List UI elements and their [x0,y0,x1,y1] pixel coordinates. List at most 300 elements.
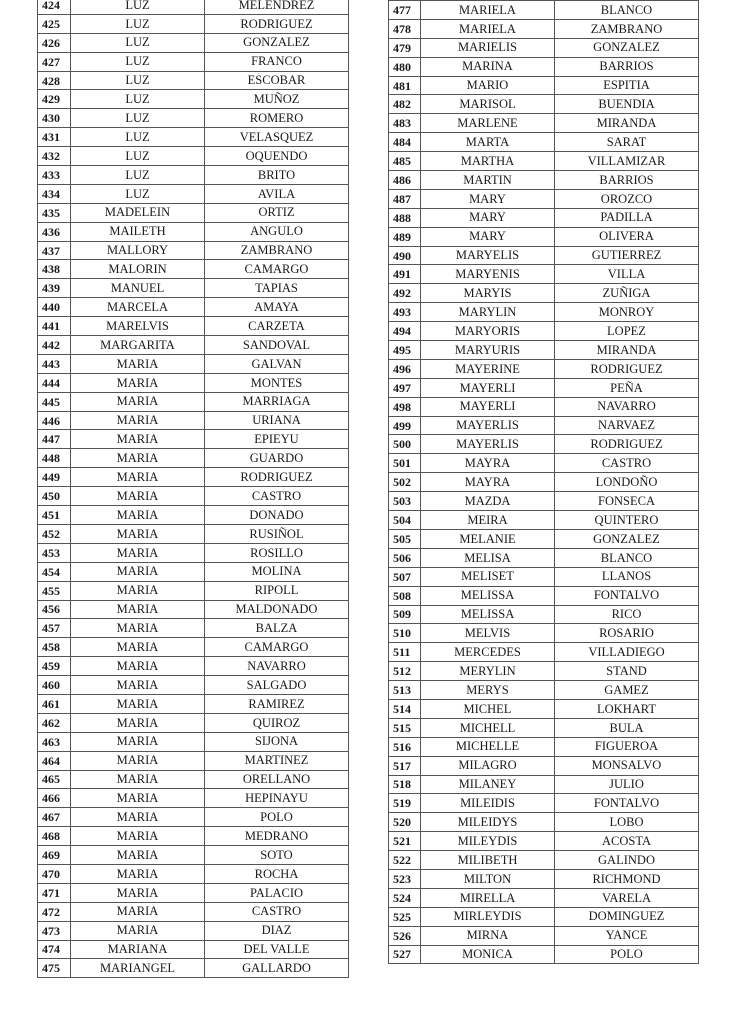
table-row [38,713,349,732]
table-row [38,33,349,52]
surname-cell: SALGADO [205,676,349,695]
surname-cell: CAMARGO [205,638,349,657]
table-row [38,883,349,902]
surname-cell: BLANCO [555,1,699,20]
row-number: 486 [389,171,421,190]
surname-cell: RODRIGUEZ [205,468,349,487]
surname-cell: GONZALEZ [555,38,699,57]
table-row [389,246,699,265]
row-number: 519 [389,794,421,813]
table-row [389,1,699,20]
row-number: 481 [389,76,421,95]
first-name-cell: MAYRA [421,454,555,473]
row-number: 436 [38,222,71,241]
table-row [389,548,699,567]
row-number: 510 [389,624,421,643]
row-number: 448 [38,449,71,468]
row-number: 505 [389,529,421,548]
table-row [389,133,699,152]
first-name-cell: MARYENIS [421,265,555,284]
surname-cell: OROZCO [555,189,699,208]
table-row [38,506,349,525]
table-row [389,813,699,832]
surname-cell: RICHMOND [555,869,699,888]
table-row [389,643,699,662]
first-name-cell: MARIA [71,694,205,713]
first-name-cell: MAYERINE [421,359,555,378]
table-row [389,397,699,416]
surname-cell: ORTIZ [205,203,349,222]
table-row [389,888,699,907]
surname-cell: MUÑOZ [205,90,349,109]
surname-cell: GUTIERREZ [555,246,699,265]
surname-cell: BARRIOS [555,171,699,190]
table-row [389,378,699,397]
first-name-cell: MARTA [421,133,555,152]
first-name-cell: MARYURIS [421,341,555,360]
first-name-cell: MAILETH [71,222,205,241]
surname-cell: VILLA [555,265,699,284]
first-name-cell: MARIA [71,619,205,638]
first-name-cell: MIRELLA [421,888,555,907]
row-number: 525 [389,907,421,926]
first-name-cell: MARINA [421,57,555,76]
table-row [389,38,699,57]
row-number: 495 [389,341,421,360]
table-row [389,322,699,341]
surname-cell: MARTINEZ [205,751,349,770]
surname-cell: YANCE [555,926,699,945]
first-name-cell: MERCEDES [421,643,555,662]
row-number: 439 [38,279,71,298]
row-number: 469 [38,846,71,865]
row-number: 504 [389,511,421,530]
row-number: 425 [38,14,71,33]
table-row [389,189,699,208]
table-row [38,411,349,430]
surname-cell: GAMEZ [555,681,699,700]
first-name-cell: MARIA [71,657,205,676]
surname-cell: HEPINAYU [205,789,349,808]
table-row [38,921,349,940]
first-name-cell: LUZ [71,147,205,166]
first-name-cell: MELISSA [421,586,555,605]
table-row [38,298,349,317]
row-number: 467 [38,808,71,827]
table-row [389,511,699,530]
surname-cell: OQUENDO [205,147,349,166]
first-name-cell: MILEIDIS [421,794,555,813]
row-number: 443 [38,354,71,373]
table-row [38,770,349,789]
surname-cell: FONSECA [555,492,699,511]
row-number: 444 [38,373,71,392]
surname-cell: GUARDO [205,449,349,468]
row-number: 435 [38,203,71,222]
row-number: 466 [38,789,71,808]
first-name-cell: MARIA [71,883,205,902]
first-name-cell: MARIANGEL [71,959,205,978]
row-number: 514 [389,699,421,718]
row-number: 442 [38,336,71,355]
table-row [38,166,349,185]
first-name-cell: MARIA [71,543,205,562]
surname-cell: FRANCO [205,52,349,71]
row-number: 451 [38,506,71,525]
surname-cell: BULA [555,718,699,737]
table-row [38,808,349,827]
row-number: 494 [389,322,421,341]
row-number: 492 [389,284,421,303]
first-name-cell: MELISSA [421,605,555,624]
surname-cell: BALZA [205,619,349,638]
surname-cell: RICO [555,605,699,624]
first-name-cell: MARIA [71,562,205,581]
first-name-cell: MARY [421,189,555,208]
first-name-cell: MARIA [71,354,205,373]
surname-cell: GONZALEZ [205,33,349,52]
surname-cell: PEÑA [555,378,699,397]
row-number: 441 [38,317,71,336]
row-number: 523 [389,869,421,888]
surname-cell: PALACIO [205,883,349,902]
surname-cell: MELENDREZ [205,0,349,14]
row-number: 503 [389,492,421,511]
surname-cell: MEDRANO [205,827,349,846]
first-name-cell: MARGARITA [71,336,205,355]
table-row [389,832,699,851]
first-name-cell: MAYRA [421,473,555,492]
right-name-table [388,0,699,964]
row-number: 454 [38,562,71,581]
row-number: 521 [389,832,421,851]
row-number: 468 [38,827,71,846]
table-row [389,907,699,926]
first-name-cell: MARYELIS [421,246,555,265]
surname-cell: MARRIAGA [205,392,349,411]
row-number: 513 [389,681,421,700]
first-name-cell: MERYS [421,681,555,700]
surname-cell: ROSILLO [205,543,349,562]
row-number: 499 [389,416,421,435]
surname-cell: CASTRO [205,487,349,506]
surname-cell: ACOSTA [555,832,699,851]
table-row [389,492,699,511]
surname-cell: MONSALVO [555,756,699,775]
surname-cell: BUENDIA [555,95,699,114]
row-number: 491 [389,265,421,284]
row-number: 438 [38,260,71,279]
surname-cell: ZAMBRANO [555,19,699,38]
row-number: 446 [38,411,71,430]
row-number: 455 [38,581,71,600]
first-name-cell: MALLORY [71,241,205,260]
first-name-cell: LUZ [71,33,205,52]
surname-cell: VELASQUEZ [205,128,349,147]
surname-cell: CASTRO [205,902,349,921]
surname-cell: MOLINA [205,562,349,581]
surname-cell: ORELLANO [205,770,349,789]
first-name-cell: MARIA [71,789,205,808]
first-name-cell: MARIA [71,846,205,865]
surname-cell: GONZALEZ [555,529,699,548]
row-number: 450 [38,487,71,506]
row-number: 522 [389,851,421,870]
table-row [38,846,349,865]
row-number: 485 [389,152,421,171]
row-number: 520 [389,813,421,832]
row-number: 428 [38,71,71,90]
surname-cell: MIRANDA [555,341,699,360]
surname-cell: DONADO [205,506,349,525]
table-row [38,430,349,449]
first-name-cell: LUZ [71,166,205,185]
first-name-cell: MILEIDYS [421,813,555,832]
row-number: 516 [389,737,421,756]
first-name-cell: MARIA [71,506,205,525]
table-row [389,208,699,227]
first-name-cell: MARLENE [421,114,555,133]
surname-cell: VILLADIEGO [555,643,699,662]
surname-cell: QUINTERO [555,511,699,530]
first-name-cell: MAZDA [421,492,555,511]
table-row [38,109,349,128]
surname-cell: POLO [555,945,699,964]
first-name-cell: MARIA [71,921,205,940]
row-number: 463 [38,732,71,751]
surname-cell: BARRIOS [555,57,699,76]
row-number: 445 [38,392,71,411]
table-row [389,794,699,813]
surname-cell: ESCOBAR [205,71,349,90]
first-name-cell: MARIELA [421,1,555,20]
first-name-cell: MARIA [71,430,205,449]
first-name-cell: MALORIN [71,260,205,279]
row-number: 487 [389,189,421,208]
surname-cell: MALDONADO [205,600,349,619]
table-row [389,19,699,38]
first-name-cell: MARIA [71,449,205,468]
row-number: 461 [38,694,71,713]
row-number: 472 [38,902,71,921]
surname-cell: RUSIÑOL [205,524,349,543]
row-number: 484 [389,133,421,152]
table-row [38,619,349,638]
row-number: 498 [389,397,421,416]
row-number: 512 [389,662,421,681]
row-number: 458 [38,638,71,657]
row-number: 457 [38,619,71,638]
table-row [389,95,699,114]
table-row [389,57,699,76]
first-name-cell: MELISA [421,548,555,567]
table-row [389,152,699,171]
row-number: 482 [389,95,421,114]
row-number: 477 [389,1,421,20]
row-number: 515 [389,718,421,737]
surname-cell: MONROY [555,303,699,322]
surname-cell: NAVARRO [205,657,349,676]
first-name-cell: MERYLIN [421,662,555,681]
first-name-cell: LUZ [71,109,205,128]
table-row [38,128,349,147]
surname-cell: AMAYA [205,298,349,317]
surname-cell: TAPIAS [205,279,349,298]
first-name-cell: MARYORIS [421,322,555,341]
row-number: 471 [38,883,71,902]
table-row [389,114,699,133]
row-number: 433 [38,166,71,185]
first-name-cell: MARIELIS [421,38,555,57]
first-name-cell: MANUEL [71,279,205,298]
surname-cell: LOBO [555,813,699,832]
surname-cell: CARZETA [205,317,349,336]
row-number: 501 [389,454,421,473]
table-row [389,605,699,624]
surname-cell: FIGUEROA [555,737,699,756]
row-number: 453 [38,543,71,562]
surname-cell: FONTALVO [555,794,699,813]
table-row [389,624,699,643]
row-number: 517 [389,756,421,775]
table-row [389,473,699,492]
surname-cell: MIRANDA [555,114,699,133]
row-number: 478 [389,19,421,38]
row-number: 449 [38,468,71,487]
table-row [38,184,349,203]
row-number: 473 [38,921,71,940]
first-name-cell: MICHEL [421,699,555,718]
table-row [38,14,349,33]
table-row [389,926,699,945]
first-name-cell: MILANEY [421,775,555,794]
table-row [38,147,349,166]
first-name-cell: MARIA [71,600,205,619]
surname-cell: SANDOVAL [205,336,349,355]
table-row [38,241,349,260]
table-row [38,449,349,468]
first-name-cell: MARIANA [71,940,205,959]
row-number: 496 [389,359,421,378]
first-name-cell: MARIA [71,827,205,846]
surname-cell: LONDOÑO [555,473,699,492]
table-row [38,789,349,808]
table-row [389,76,699,95]
surname-cell: NARVAEZ [555,416,699,435]
row-number: 480 [389,57,421,76]
table-row [38,600,349,619]
row-number: 479 [389,38,421,57]
first-name-cell: MONICA [421,945,555,964]
table-row [389,756,699,775]
row-number: 506 [389,548,421,567]
surname-cell: BLANCO [555,548,699,567]
first-name-cell: LUZ [71,52,205,71]
table-row [38,581,349,600]
row-number: 524 [389,888,421,907]
surname-cell: FONTALVO [555,586,699,605]
first-name-cell: MELISET [421,567,555,586]
first-name-cell: MARIA [71,411,205,430]
table-row [38,222,349,241]
table-row [38,694,349,713]
first-name-cell: MARELVIS [71,317,205,336]
surname-cell: STAND [555,662,699,681]
first-name-cell: MARTHA [421,152,555,171]
table-row [389,303,699,322]
table-row [389,359,699,378]
surname-cell: ZAMBRANO [205,241,349,260]
surname-cell: PADILLA [555,208,699,227]
row-number: 465 [38,770,71,789]
row-number: 429 [38,90,71,109]
row-number: 470 [38,864,71,883]
first-name-cell: MARIA [71,676,205,695]
row-number: 493 [389,303,421,322]
first-name-cell: MELVIS [421,624,555,643]
row-number: 511 [389,643,421,662]
surname-cell: SOTO [205,846,349,865]
row-number: 489 [389,227,421,246]
table-row [38,354,349,373]
table-row [38,751,349,770]
row-number: 460 [38,676,71,695]
row-number: 459 [38,657,71,676]
surname-cell: RAMIREZ [205,694,349,713]
first-name-cell: MARIA [71,487,205,506]
surname-cell: GALLARDO [205,959,349,978]
first-name-cell: MILAGRO [421,756,555,775]
first-name-cell: MARY [421,227,555,246]
table-row [38,959,349,978]
table-row [38,638,349,657]
table-row [38,373,349,392]
table-row [389,227,699,246]
first-name-cell: MILTON [421,869,555,888]
first-name-cell: MARIELA [421,19,555,38]
first-name-cell: MARIA [71,732,205,751]
row-number: 474 [38,940,71,959]
table-row [38,864,349,883]
first-name-cell: MARIA [71,638,205,657]
surname-cell: ROCHA [205,864,349,883]
surname-cell: RIPOLL [205,581,349,600]
table-row [389,341,699,360]
table-row [389,945,699,964]
row-number: 526 [389,926,421,945]
table-row [38,468,349,487]
surname-cell: LLANOS [555,567,699,586]
first-name-cell: MIRNA [421,926,555,945]
table-row [38,260,349,279]
surname-cell: ESPITIA [555,76,699,95]
first-name-cell: MARCELA [71,298,205,317]
row-number: 440 [38,298,71,317]
table-row [38,676,349,695]
first-name-cell: MARIO [421,76,555,95]
table-row [389,718,699,737]
table-row [38,827,349,846]
first-name-cell: MARYLIN [421,303,555,322]
row-number: 456 [38,600,71,619]
surname-cell: MONTES [205,373,349,392]
row-number: 475 [38,959,71,978]
first-name-cell: MILIBETH [421,851,555,870]
first-name-cell: MICHELLE [421,737,555,756]
table-row [38,487,349,506]
left-table-body [38,0,349,978]
first-name-cell: MILEYDIS [421,832,555,851]
